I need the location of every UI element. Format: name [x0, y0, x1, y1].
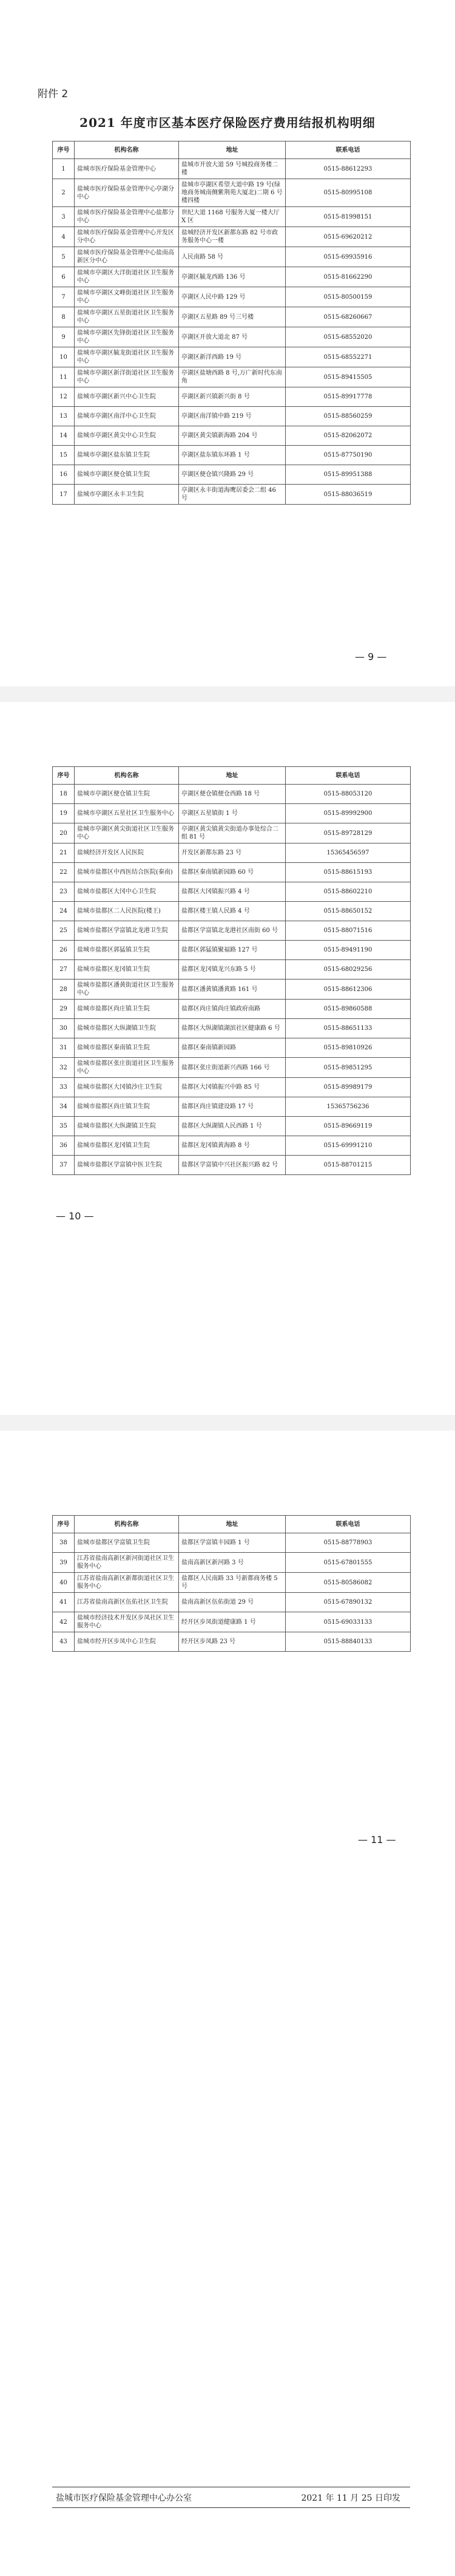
table-header-row — [53, 767, 411, 785]
table-row — [53, 921, 411, 941]
institution-name: 盐城市亭湖区盐东镇卫生院 — [75, 446, 179, 465]
institution-name: 盐城市盐都区龙冈镇卫生院 — [75, 1136, 179, 1156]
institution-address: 盐南高新区伍佑街道 29 号 — [179, 1593, 286, 1612]
institution-name: 盐城市亭湖区黄尖街道社区卫生服务中心 — [75, 823, 179, 843]
institution-table-page-3 — [52, 1515, 411, 1652]
institution-name: 盐城市盐都区大冈镇沙庄卫生院 — [75, 1078, 179, 1097]
table-row — [53, 327, 411, 347]
institution-phone: 0515-88650152 — [286, 902, 411, 921]
institution-phone: 0515-88071516 — [286, 921, 411, 941]
row-index: 18 — [53, 785, 75, 804]
page-number: — 9 — — [355, 651, 387, 663]
institution-address: 盐都区学富镇丰园路 1 号 — [179, 1533, 286, 1553]
institution-address: 盐都区尚庄镇建设路 17 号 — [179, 1097, 286, 1117]
row-index: 25 — [53, 921, 75, 941]
institution-name: 盐城市经济技术开发区步凤社区卫生服务中心 — [75, 1612, 179, 1632]
table-row — [53, 1612, 411, 1632]
institution-phone: 0515-89728129 — [286, 823, 411, 843]
institution-address: 盐城经济开发区新都东路 82 号市政务服务中心一楼 — [179, 227, 286, 247]
table-row — [53, 465, 411, 485]
institution-phone: 0515-69935916 — [286, 247, 411, 267]
table-header-row — [53, 141, 411, 159]
institution-address: 亭湖区开放大道北 87 号 — [179, 327, 286, 347]
table-row — [53, 1593, 411, 1612]
row-index: 3 — [53, 207, 75, 227]
table-row — [53, 1533, 411, 1553]
institution-phone: 0515-89669119 — [286, 1117, 411, 1136]
institution-address: 盐都区龙冈镇龙兴东路 5 号 — [179, 960, 286, 980]
institution-address: 盐城市亭湖区希望大道中路 19 号(绿地商务城南侧紫荆苑大厦北)二期 6 号楼四楼 — [179, 179, 286, 207]
document-page-1 — [0, 0, 455, 680]
row-index: 42 — [53, 1612, 75, 1632]
institution-address: 人民南路 58 号 — [179, 247, 286, 267]
row-index: 36 — [53, 1136, 75, 1156]
row-index: 37 — [53, 1156, 75, 1175]
institution-name: 江苏省盐南高新区新都街道社区卫生服务中心 — [75, 1573, 179, 1593]
header-phone: 联系电话 — [286, 1516, 411, 1533]
table-row — [53, 287, 411, 307]
institution-address: 亭湖区盐塘西路 8 号,万广新时代东南角 — [179, 367, 286, 387]
institution-name: 江苏省盐南高新区新河街道社区卫生服务中心 — [75, 1553, 179, 1573]
row-index: 34 — [53, 1097, 75, 1117]
institution-name: 盐城市亭湖区便仓镇卫生院 — [75, 785, 179, 804]
institution-address: 亭湖区新洋西路 19 号 — [179, 347, 286, 367]
institution-name: 盐城市盐都区中西医结合医院(秦南) — [75, 863, 179, 882]
table-row — [53, 882, 411, 902]
row-index: 43 — [53, 1632, 75, 1652]
row-index: 4 — [53, 227, 75, 247]
institution-phone: 0515-69991210 — [286, 1136, 411, 1156]
row-index: 1 — [53, 159, 75, 179]
institution-address: 盐南高新区新河路 3 号 — [179, 1553, 286, 1573]
institution-phone: 0515-88778903 — [286, 1533, 411, 1553]
institution-address: 亭湖区永丰街道海鹰居委会二组 46 号 — [179, 485, 286, 505]
document-page-2 — [0, 721, 455, 1395]
table-row — [53, 267, 411, 287]
row-index: 21 — [53, 843, 75, 863]
institution-name: 盐城市盐都区大冈中心卫生院 — [75, 882, 179, 902]
institution-address: 盐都区尚庄镇尚庄镇政府南路 — [179, 1000, 286, 1019]
institution-phone: 0515-89992900 — [286, 804, 411, 823]
institution-phone: 0515-68029256 — [286, 960, 411, 980]
institution-name: 盐城市盐都区大纵湖镇卫生院 — [75, 1117, 179, 1136]
institution-address: 盐都区龙冈镇黄海路 8 号 — [179, 1136, 286, 1156]
row-index: 28 — [53, 980, 75, 1000]
institution-name: 盐城市亭湖区便仓镇卫生院 — [75, 465, 179, 485]
institution-phone: 0515-88612293 — [286, 159, 411, 179]
institution-phone: 0515-68260667 — [286, 307, 411, 327]
row-index: 12 — [53, 387, 75, 407]
institution-address: 盐城市开放大道 59 号城投商务楼二楼 — [179, 159, 286, 179]
institution-phone: 0515-80995108 — [286, 179, 411, 207]
footer-date: 2021 年 11 月 25 日印发 — [301, 2493, 400, 2503]
document-page-3 — [0, 1479, 455, 2576]
header-address: 地址 — [179, 767, 286, 785]
institution-address: 经开区步凤路 23 号 — [179, 1632, 286, 1652]
table-row — [53, 387, 411, 407]
table-row — [53, 367, 411, 387]
table-row — [53, 485, 411, 505]
institution-name: 盐城市亭湖区南洋中心卫生院 — [75, 407, 179, 426]
institution-address: 盐都区大冈镇振兴路 4 号 — [179, 882, 286, 902]
institution-phone: 15365456597 — [286, 843, 411, 863]
header-phone: 联系电话 — [286, 767, 411, 785]
row-index: 41 — [53, 1593, 75, 1612]
institution-name: 盐城市亭湖区五星街道社区卫生服务中心 — [75, 307, 179, 327]
institution-name: 盐城市盐都区学富镇卫生院 — [75, 1533, 179, 1553]
institution-name: 盐城市医疗保险基金管理中心开发区分中心 — [75, 227, 179, 247]
table-row — [53, 960, 411, 980]
institution-phone: 0515-67890132 — [286, 1593, 411, 1612]
institution-address: 盐都区人民南路 33 号新都商务楼 5 号 — [179, 1573, 286, 1593]
institution-address: 盐都区楼王镇人民路 4 号 — [179, 902, 286, 921]
institution-phone: 0515-87750190 — [286, 446, 411, 465]
institution-name: 盐城市经开区步凤中心卫生院 — [75, 1632, 179, 1652]
header-name: 机构名称 — [75, 1516, 179, 1533]
institution-name: 盐城市亭湖区文峰街道社区卫生服务中心 — [75, 287, 179, 307]
institution-name: 盐城市盐都区尚庄镇卫生院 — [75, 1097, 179, 1117]
table-row — [53, 347, 411, 367]
row-index: 33 — [53, 1078, 75, 1097]
table-row — [53, 863, 411, 882]
header-index: 序号 — [53, 1516, 75, 1533]
row-index: 35 — [53, 1117, 75, 1136]
row-index: 10 — [53, 347, 75, 367]
institution-address: 亭湖区黄尖镇新海路 204 号 — [179, 426, 286, 446]
row-index: 9 — [53, 327, 75, 347]
row-index: 39 — [53, 1553, 75, 1573]
row-index: 5 — [53, 247, 75, 267]
table-row — [53, 407, 411, 426]
row-index: 30 — [53, 1019, 75, 1038]
institution-phone: 0515-89810926 — [286, 1038, 411, 1058]
table-row — [53, 207, 411, 227]
table-row — [53, 1156, 411, 1175]
row-index: 40 — [53, 1573, 75, 1593]
row-index: 11 — [53, 367, 75, 387]
table-row — [53, 227, 411, 247]
table-row — [53, 159, 411, 179]
table-row — [53, 1019, 411, 1038]
institution-name: 盐城市亭湖区新兴中心卫生院 — [75, 387, 179, 407]
row-index: 16 — [53, 465, 75, 485]
row-index: 27 — [53, 960, 75, 980]
institution-name: 江苏省盐南高新区伍佑社区卫生院 — [75, 1593, 179, 1612]
institution-name: 盐城市盐都区学富镇北龙港卫生院 — [75, 921, 179, 941]
institution-name: 盐城市盐都区龙冈镇卫生院 — [75, 960, 179, 980]
row-index: 22 — [53, 863, 75, 882]
table-row — [53, 1117, 411, 1136]
table-row — [53, 1000, 411, 1019]
institution-address: 世纪大道 1168 号服务大厦一楼大厅 X 区 — [179, 207, 286, 227]
institution-phone: 0515-89951388 — [286, 465, 411, 485]
row-index: 20 — [53, 823, 75, 843]
institution-address: 盐都区学富镇中兴社区振兴路 82 号 — [179, 1156, 286, 1175]
institution-phone: 0515-88036519 — [286, 485, 411, 505]
institution-address: 亭湖区五星镇街 1 号 — [179, 804, 286, 823]
institution-address: 亭湖区便仓镇便仓西路 18 号 — [179, 785, 286, 804]
header-address: 地址 — [179, 141, 286, 159]
institution-phone: 0515-67801555 — [286, 1553, 411, 1573]
institution-phone: 0515-88840133 — [286, 1632, 411, 1652]
page-gap — [0, 686, 455, 702]
institution-address: 盐都区大纵湖镇人民西路 1 号 — [179, 1117, 286, 1136]
institution-name: 盐城市盐都区尚庄镇卫生院 — [75, 1000, 179, 1019]
row-index: 6 — [53, 267, 75, 287]
row-index: 23 — [53, 882, 75, 902]
table-row — [53, 843, 411, 863]
header-name: 机构名称 — [75, 767, 179, 785]
table-row — [53, 941, 411, 960]
institution-name: 盐城市盐都区秦南镇卫生院 — [75, 1038, 179, 1058]
row-index: 32 — [53, 1058, 75, 1078]
institution-phone: 0515-89989179 — [286, 1078, 411, 1097]
institution-name: 盐城市亭湖区新洋街道社区卫生服务中心 — [75, 367, 179, 387]
institution-phone: 0515-88615193 — [286, 863, 411, 882]
institution-phone: 0515-88612306 — [286, 980, 411, 1000]
header-phone: 联系电话 — [286, 141, 411, 159]
table-row — [53, 785, 411, 804]
row-index: 38 — [53, 1533, 75, 1553]
institution-address: 盐都区大冈镇振兴中路 85 号 — [179, 1078, 286, 1097]
institution-name: 盐城市医疗保险基金管理中心亭湖分中心 — [75, 179, 179, 207]
institution-address: 亭湖区毓龙西路 136 号 — [179, 267, 286, 287]
row-index: 19 — [53, 804, 75, 823]
institution-phone: 0515-80500159 — [286, 287, 411, 307]
table-row — [53, 426, 411, 446]
institution-phone: 0515-82062072 — [286, 426, 411, 446]
institution-phone: 0515-88651133 — [286, 1019, 411, 1038]
institution-phone: 0515-89851295 — [286, 1058, 411, 1078]
institution-phone: 15365756236 — [286, 1097, 411, 1117]
row-index: 13 — [53, 407, 75, 426]
institution-address: 盐都区张庄街道新兴西路 166 号 — [179, 1058, 286, 1078]
institution-name: 盐城市亭湖区先锋街道社区卫生服务中心 — [75, 327, 179, 347]
row-index: 17 — [53, 485, 75, 505]
institution-address: 亭湖区人民中路 129 号 — [179, 287, 286, 307]
table-row — [53, 1058, 411, 1078]
institution-phone: 0515-81998151 — [286, 207, 411, 227]
institution-name: 盐城市医疗保险基金管理中心盐南高新区分中心 — [75, 247, 179, 267]
table-row — [53, 1038, 411, 1058]
institution-phone: 0515-89415505 — [286, 367, 411, 387]
institution-address: 亭湖区五星路 89 号三号楼 — [179, 307, 286, 327]
institution-name: 盐城市盐都区学富镇中医卫生院 — [75, 1156, 179, 1175]
institution-address: 亭湖区盐东镇东环路 1 号 — [179, 446, 286, 465]
institution-phone: 0515-89860588 — [286, 1000, 411, 1019]
institution-name: 盐城市亭湖区五星社区卫生服务中心 — [75, 804, 179, 823]
table-row — [53, 247, 411, 267]
institution-name: 盐城市亭湖区永丰卫生院 — [75, 485, 179, 505]
institution-name: 盐城市亭湖区大洋街道社区卫生服务中心 — [75, 267, 179, 287]
institution-phone: 0515-88701215 — [286, 1156, 411, 1175]
footer-issuer: 盐城市医疗保险基金管理中心办公室 — [56, 2493, 192, 2503]
institution-name: 盐城市盐都区郭猛镇卫生院 — [75, 941, 179, 960]
row-index: 24 — [53, 902, 75, 921]
table-row — [53, 1573, 411, 1593]
institution-name: 盐城市盐都区二人民医院(楼王) — [75, 902, 179, 921]
institution-name: 盐城市盐都区大纵湖镇卫生院 — [75, 1019, 179, 1038]
table-header-row — [53, 1516, 411, 1533]
page-gap — [0, 1415, 455, 1431]
institution-address: 盐都区秦南镇新园路 60 号 — [179, 863, 286, 882]
institution-address: 盐都区郭猛镇聚福路 127 号 — [179, 941, 286, 960]
row-index: 29 — [53, 1000, 75, 1019]
header-index: 序号 — [53, 767, 75, 785]
row-index: 2 — [53, 179, 75, 207]
institution-phone: 0515-80586082 — [286, 1573, 411, 1593]
institution-table-page-2 — [52, 766, 411, 1175]
footer-rule-bottom — [52, 2507, 410, 2508]
institution-phone: 0515-81662290 — [286, 267, 411, 287]
row-index: 7 — [53, 287, 75, 307]
institution-address: 亭湖区新兴镇新兴街 8 号 — [179, 387, 286, 407]
document-title: 2021 年度市区基本医疗保险医疗费用结报机构明细 — [79, 115, 376, 130]
institution-phone: 0515-88560259 — [286, 407, 411, 426]
institution-address: 开发区新都东路 23 号 — [179, 843, 286, 863]
table-row — [53, 1078, 411, 1097]
institution-phone: 0515-69620212 — [286, 227, 411, 247]
header-index: 序号 — [53, 141, 75, 159]
institution-address: 盐都区学富镇北龙港社区南街 60 号 — [179, 921, 286, 941]
table-row — [53, 902, 411, 921]
institution-name: 盐城市亭湖区黄尖中心卫生院 — [75, 426, 179, 446]
row-index: 26 — [53, 941, 75, 960]
institution-address: 盐都区潘黄镇潘黄路 161 号 — [179, 980, 286, 1000]
row-index: 31 — [53, 1038, 75, 1058]
table-row — [53, 980, 411, 1000]
institution-name: 盐城经济开发区人民医院 — [75, 843, 179, 863]
table-row — [53, 179, 411, 207]
header-name: 机构名称 — [75, 141, 179, 159]
page-number: — 11 — — [358, 1834, 396, 1845]
institution-address: 亭湖区黄尖镇黄尖街道办事处综合二组 81 号 — [179, 823, 286, 843]
institution-address: 盐都区大纵湖镇湖滨社区健康路 6 号 — [179, 1019, 286, 1038]
institution-name: 盐城市医疗保险基金管理中心盐都分中心 — [75, 207, 179, 227]
institution-address: 亭湖区南洋镇中路 219 号 — [179, 407, 286, 426]
table-row — [53, 1553, 411, 1573]
institution-phone: 0515-89917778 — [286, 387, 411, 407]
table-row — [53, 1136, 411, 1156]
table-row — [53, 446, 411, 465]
institution-address: 盐都区秦南镇新园路 — [179, 1038, 286, 1058]
institution-phone: 0515-68552020 — [286, 327, 411, 347]
institution-name: 盐城市盐都区张庄街道社区卫生服务中心 — [75, 1058, 179, 1078]
institution-address: 亭湖区便仓镇兴隆路 29 号 — [179, 465, 286, 485]
page-number: — 10 — — [56, 1210, 94, 1222]
table-row — [53, 1632, 411, 1652]
institution-address: 经开区步凤街道健康路 1 号 — [179, 1612, 286, 1632]
table-row — [53, 1097, 411, 1117]
row-index: 14 — [53, 426, 75, 446]
institution-phone: 0515-69033133 — [286, 1612, 411, 1632]
institution-name: 盐城市医疗保险基金管理中心 — [75, 159, 179, 179]
institution-phone: 0515-88602210 — [286, 882, 411, 902]
institution-phone: 0515-68552271 — [286, 347, 411, 367]
header-address: 地址 — [179, 1516, 286, 1533]
table-row — [53, 823, 411, 843]
institution-name: 盐城市盐都区潘黄街道社区卫生服务中心 — [75, 980, 179, 1000]
institution-name: 盐城市亭湖区毓龙街道社区卫生服务中心 — [75, 347, 179, 367]
institution-phone: 0515-88053120 — [286, 785, 411, 804]
row-index: 8 — [53, 307, 75, 327]
attachment-label: 附件 2 — [38, 88, 69, 100]
institution-table-page-1 — [52, 141, 411, 505]
table-row — [53, 804, 411, 823]
institution-phone: 0515-89491190 — [286, 941, 411, 960]
table-row — [53, 307, 411, 327]
row-index: 15 — [53, 446, 75, 465]
